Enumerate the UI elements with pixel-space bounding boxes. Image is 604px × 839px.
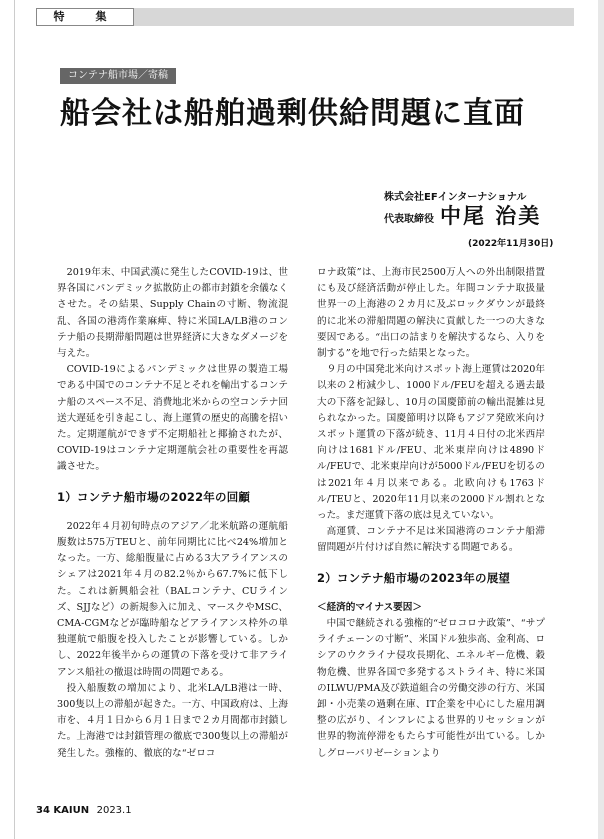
- page-footer: [36, 805, 132, 816]
- article-date: (2022年11月30日): [468, 239, 554, 249]
- page-number: 34: [36, 805, 50, 816]
- paragraph: ９月の中国発北米向けスポット海上運賃は2020年以来の２桁減少し、1000ドル/FEUを超える過去最大の下落を記録し、10月の国慶節前の輸出混雑は見られなかった。国慶節明け以降もアジア発欧米向けスポット運賃の下落が続き、11月４日付の北米西岸向けは1681ドル/FEU、北米東岸向けは4890ドル/FEUで、北米東岸向けが5000ドル/FEUを切るのは2021年４月以来である。北欧向けも1763ドル/TEUと、2020年11月以来の2000ドル割れとなった。まだ運賃下落の底は見えていない。: [317, 364, 545, 522]
- paragraph: 2022年４月初旬時点のアジア／北米航路の運航船腹数は575万TEUと、前年同期比に比べ24%増加となった。一方、総船腹量に占める3大アライアンスのシェアは2021年４月の82.2％から67.7%に低下した。これは新興船会社（BALコンテナ、CUラインズ、SJJなど）の新規参入に加え、マースクやMSC、CMA-CGMなどが臨時船などアライアンス枠外の単独運航で船腹を投入したことが影響している。しかし、2022年後半からの運賃の下落を受けて非アライアンス船社の撤退は時間の問題である。: [57, 520, 288, 678]
- paragraph: ロナ政策”は、上海市民2500万人への外出制限措置にも及び経済活動が停止した。年間コンテナ取扱量世界一の上海港の２カ月に及ぶロックダウンが最終的に北米の滞船問題の解決に貢献した一つの大きな要因である。“出口の詰まりを解決するなら、入りを制する”を地で行った結果となった。: [317, 267, 545, 360]
- right-column: [317, 265, 545, 762]
- section-heading: 1）コンテナ船市場の2022年の回顧: [57, 489, 251, 504]
- author-company: 株式会社EFインターナショナル: [384, 192, 527, 203]
- article-title: 船会社は船舶過剰供給問題に直面: [60, 96, 525, 131]
- issue-date: 2023.1: [96, 805, 132, 816]
- page-edge-shadow: [598, 0, 604, 839]
- category-badge: コンテナ船市場／寄稿: [60, 68, 176, 84]
- left-column: [57, 265, 288, 762]
- author-role: 代表取締役: [384, 214, 434, 225]
- paragraph: COVID-19によるパンデミックは世界の製造工場である中国でのコンテナ不足とそれを輸出するコンテナ船のスペース不足、消費地北米からの空コンテナ回送大遅延を引き起こし、海上運賃の歴史的高騰を招いた。定期運航ができず不定期船社と揶揄されたが、COVID-19はコンテナ定期運航会社の重要性を再認識させた。: [57, 364, 288, 473]
- paragraph: 2019年末、中国武漢に発生したCOVID-19は、世界各国にパンデミック拡散防止の都市封鎖を余儀なくさせた。その結果、Supply Chainの寸断、物流混乱、各国の港湾作業麻痺、特に米国LA/LB港のコンテナ船の長期滞船問題は世界経済に大きなダメージを与えた。: [57, 267, 288, 360]
- subheading: ＜経済的マイナス要因＞: [317, 601, 422, 613]
- author-name: 中尾 治美: [440, 204, 542, 228]
- paragraph: 投入船腹数の増加により、北米LA/LB港は一時、300隻以上の滞船が起きた。一方、中国政府は、上海市を、４月１日から６月１日まで２カ月間都市封鎖した。上海港では封鎖管理の徹底で300隻以上の滞船が発生した。強権的、徹底的な“ゼロコ: [57, 682, 288, 759]
- feature-tag: 特 集: [36, 8, 134, 26]
- magazine-name: KAIUN: [53, 805, 90, 816]
- paragraph: 中国で継続される強権的“ゼロコロナ政策”、“サプライチェーンの寸断”、米国ドル独歩高、金利高、ロシアのウクライナ侵攻長期化、エネルギー危機、穀物危機、世界各国で多発するストライキ、特に米国のILWU/PMA及び鉄道組合の労働交渉の行方、米国卸・小売業の過剰在庫、IT企業を中心にした雇用調整の広がり、インフレによる世界的リセッションが世界的物流停滞をもたらす可能性が出ている。しかしグローバリゼーションより: [317, 618, 545, 759]
- paragraph: 高運賃、コンテナ不足は米国港湾のコンテナ船滞留問題が片付けば自然に解決する問題である。: [317, 526, 545, 554]
- section-heading: 2）コンテナ船市場の2023年の展望: [317, 570, 511, 585]
